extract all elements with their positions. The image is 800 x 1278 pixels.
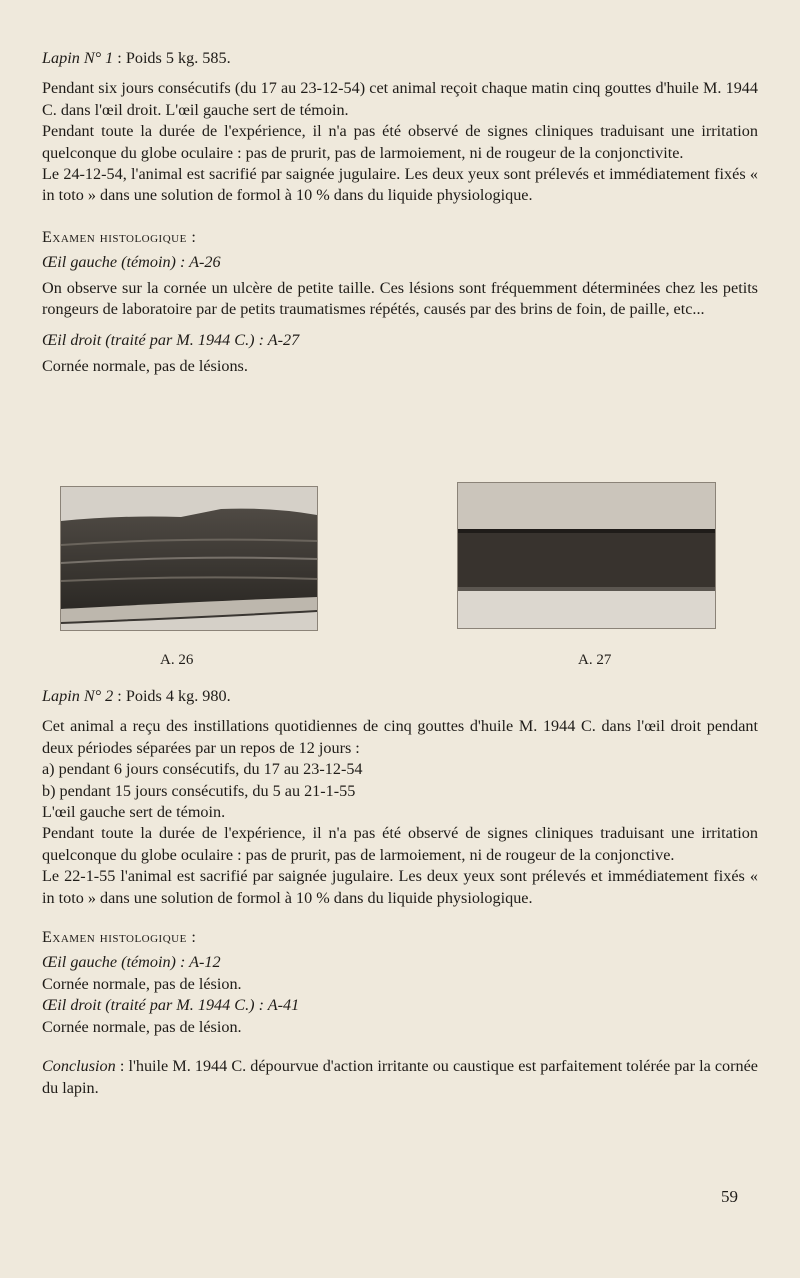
lapin-2-left-eye-text: Cornée normale, pas de lésion. [42, 974, 242, 993]
histology-image-a27 [458, 483, 715, 628]
conclusion-label: Conclusion [42, 1057, 116, 1076]
conclusion-text: : l'huile M. 1944 C. dépourvue d'action irritante ou caustique est parfaitement tolérée par la cornée du lapin. [42, 1057, 758, 1097]
lapin-2-header [42, 686, 758, 707]
page-number: 59 [721, 1187, 738, 1206]
lapin-2-weight: : Poids 4 kg. 980. [113, 687, 231, 705]
lapin-2-intro: Cet animal a reçu des instillations quotidiennes de cinq gouttes d'huile M. 1944 C. dans l'œil droit pendant deux périodes séparées par un repos de 12 jours : [42, 717, 758, 757]
histology-image-a26 [61, 487, 317, 630]
conclusion [42, 1056, 758, 1099]
lapin-2-list-item: b) pendant 15 jours consécutifs, du 5 au 21-1-55 [42, 781, 356, 800]
lapin-1-weight: : Poids 5 kg. 585. [113, 49, 231, 67]
lapin-2-list-item: a) pendant 6 jours consécutifs, du 17 au 23-12-54 [42, 760, 363, 779]
histology-photo-a26 [60, 486, 318, 631]
lapin-2-left-eye-label: Œil gauche (témoin) : A-12 [42, 953, 221, 972]
lapin-1-right-eye-label: Œil droit (traité par M. 1944 C.) : A-27 [42, 331, 300, 350]
lapin-1-paragraph: Le 24-12-54, l'animal est sacrifié par saignée jugulaire. Les deux yeux sont prélevés et immédiatement fixés « in toto » dans une solution de formol à 10 % dans du liquide physiologique. [42, 165, 758, 205]
histology-photo-a27 [457, 482, 716, 629]
lapin-2-exam-heading: Examen histologique : [42, 928, 197, 947]
lapin-2-witness: L'œil gauche sert de témoin. [42, 803, 226, 822]
lapin-1-paragraph: Pendant toute la durée de l'expérience, il n'a pas été observé de signes cliniques traduisant une irritation quelconque du globe oculaire : pas de prurit, pas de larmoiement, ni de rougeur de la conjonctivite. [42, 122, 758, 162]
figure-caption-a27: A. 27 [578, 652, 612, 668]
lapin-2-paragraph: Pendant toute la durée de l'expérience, il n'a pas été observé de signes cliniques traduisant une irritation quelconque du globe oculaire : pas de prurit, pas de larmoiement, ni de rougeur de la conjonctive. [42, 824, 758, 864]
lapin-1-section [42, 48, 758, 377]
lapin-1-left-eye-label: Œil gauche (témoin) : A-26 [42, 253, 221, 272]
lapin-1-exam-heading: Examen histologique : [42, 227, 197, 246]
lapin-1-paragraph: Pendant six jours consécutifs (du 17 au 23-12-54) cet animal reçoit chaque matin cinq gouttes d'huile M. 1944 C. dans l'œil droit. L'œil gauche sert de témoin. [42, 79, 758, 119]
lapin-1-title: Lapin N° 1 [42, 49, 114, 67]
lapin-1-left-eye-text: On observe sur la cornée un ulcère de petite taille. Ces lésions sont fréquemment déterminées chez les petits rongeurs de laboratoire par de petits traumatismes répétés, causés par des brins de foin, de paille, etc... [42, 278, 758, 319]
lapin-2-right-eye-label: Œil droit (traité par M. 1944 C.) : A-41 [42, 996, 300, 1015]
lapin-2-right-eye-text: Cornée normale, pas de lésion. [42, 1017, 242, 1036]
lapin-1-header [42, 48, 758, 69]
lapin-2-title: Lapin N° 2 [42, 687, 114, 705]
lapin-2-section [42, 686, 758, 1099]
figure-caption-a26: A. 26 [160, 652, 194, 668]
lapin-2-paragraph: Le 22-1-55 l'animal est sacrifié par saignée jugulaire. Les deux yeux sont prélevés et immédiatement fixés « in toto » dans une solution de formol à 10 % dans du liquide physiologique. [42, 867, 758, 907]
lapin-1-right-eye-text: Cornée normale, pas de lésions. [42, 356, 248, 375]
